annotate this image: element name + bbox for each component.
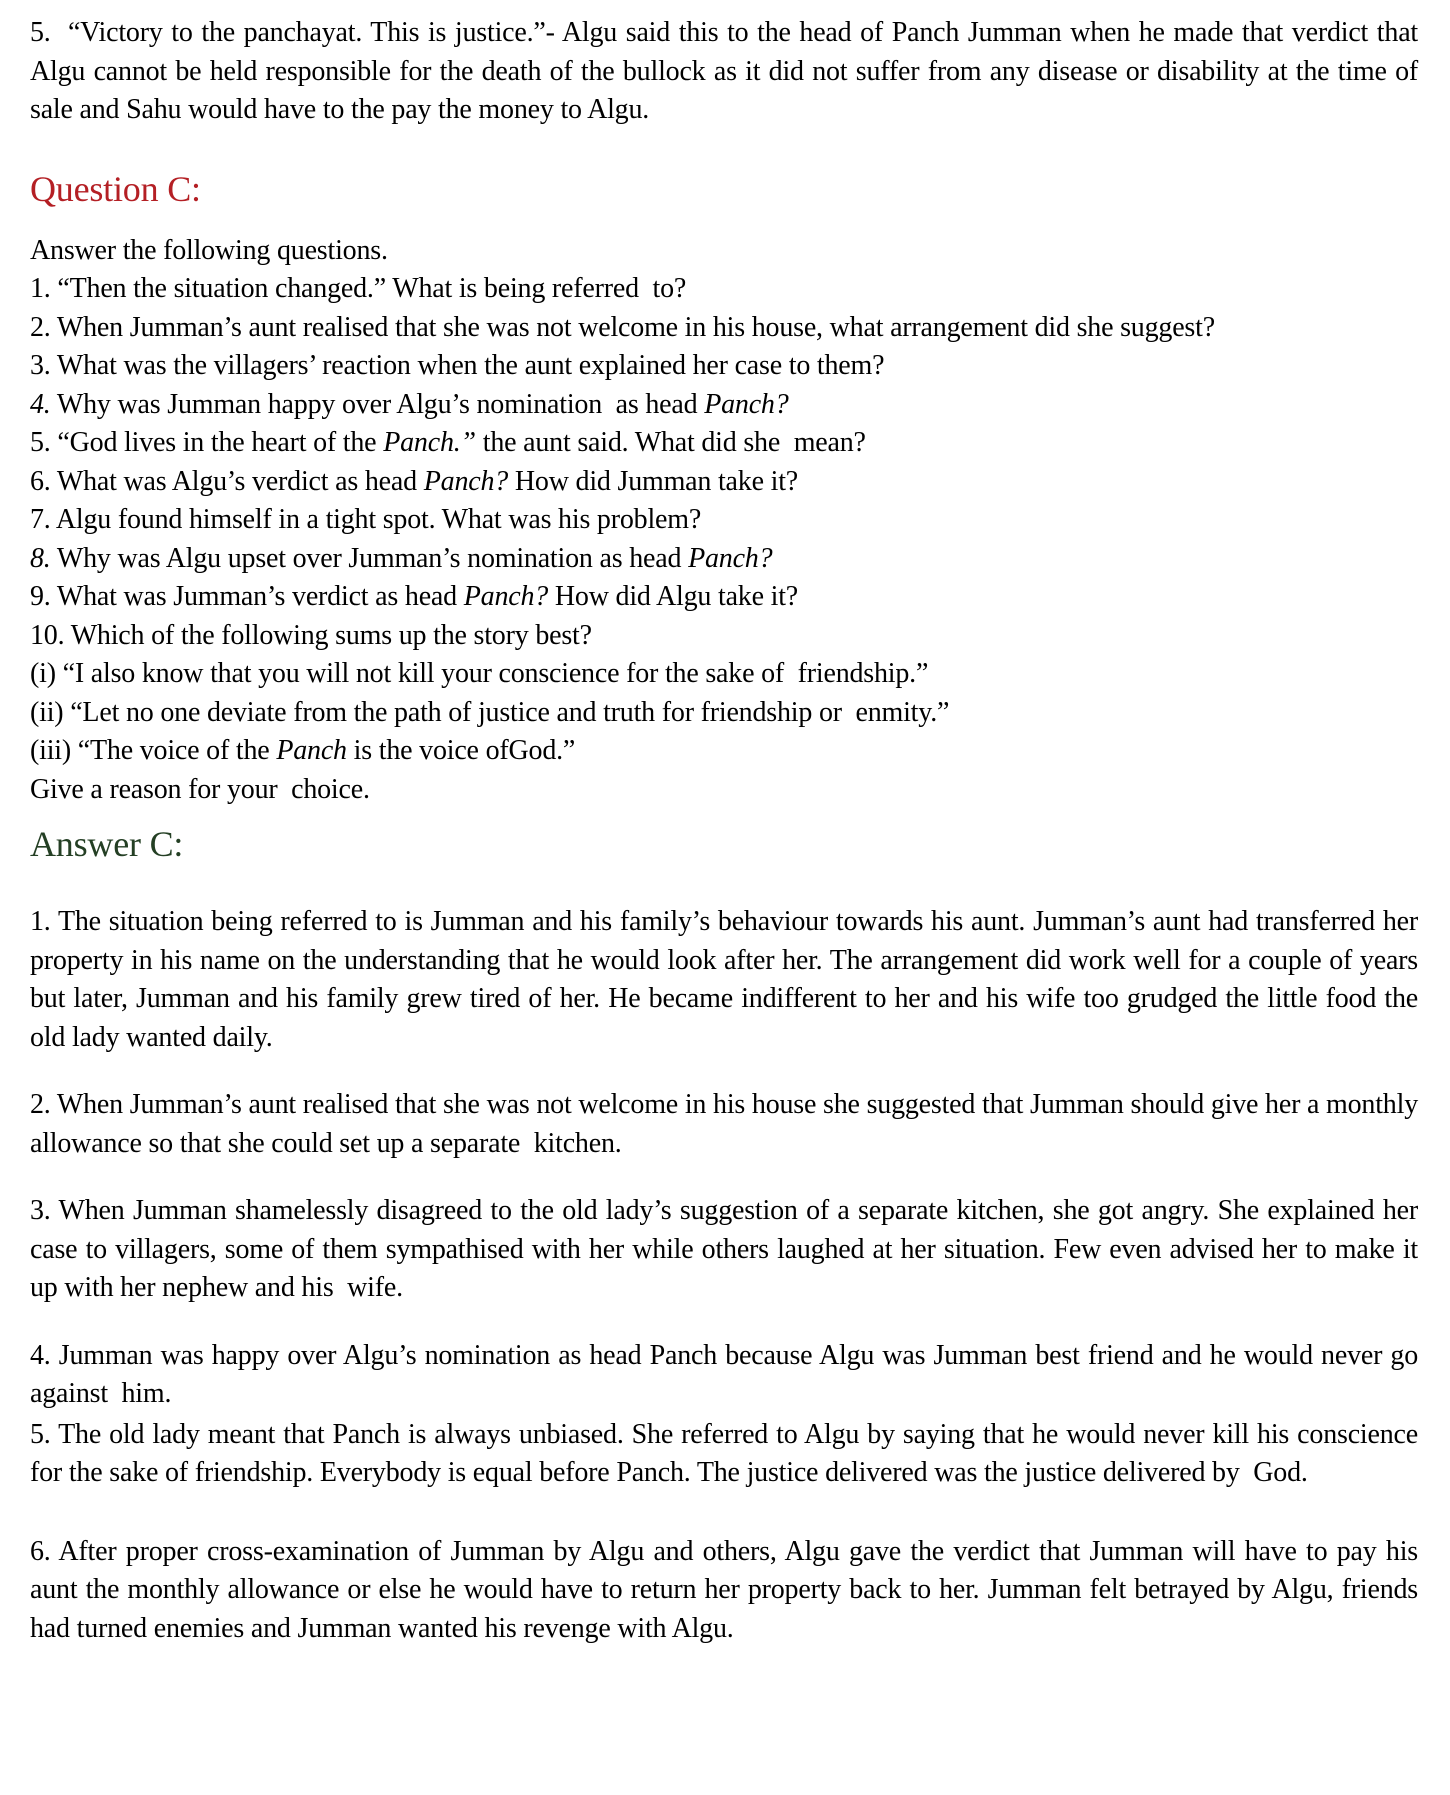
answer-paragraph	[30, 1192, 1418, 1308]
text-run: 5. The old lady meant that Panch is always unbiased. She referred to Algu by saying that he would never kill his conscience for the sake of friendship. Everybody is equal before Panch. The justice delivered was the justice delivered by God.	[30, 1418, 1418, 1488]
text-run: 9. What was Jumman’s verdict as head	[30, 581, 464, 612]
italic-text-run: Panch.”	[383, 427, 476, 458]
answer-paragraph	[30, 1337, 1418, 1414]
text-run: the aunt said. What did she mean?	[475, 427, 866, 458]
question-section-heading: Question C:	[30, 168, 201, 209]
text-run: 1. The situation being referred to is Jumman and his family’s behaviour towards his aunt. Jumman’s aunt had transferred her property in his name on the understanding that he would look after her. The arrangement did work well for a couple of years but later, Jumman and his family grew tired of her. He became indifferent to her and his wife too grudged the little food the old lady wanted daily.	[30, 906, 1418, 1053]
text-run: How did Jumman take it?	[508, 465, 799, 497]
text-run: 6. After proper cross-examination of Jumman by Algu and others, Algu gave the verdict that Jumman will have to pay his aunt the monthly allowance or else he would have to return her property back to her. Jumman felt betrayed by Algu, friends had turned enemies and Jumman wanted his revenge with Algu.	[30, 1535, 1418, 1644]
question-line	[30, 501, 1418, 540]
question-line	[30, 270, 1418, 309]
answer-paragraph	[30, 1533, 1418, 1649]
question-line	[30, 694, 1418, 733]
text-run: 7. Algu found himself in a tight spot. What was his problem?	[30, 504, 702, 535]
italic-text-run: Panch	[276, 735, 347, 766]
text-run: (i) “I also know that you will not kill your conscience for the sake of friendship.”	[30, 658, 929, 689]
text-run: Why was Jumman happy over Algu’s nomination as head	[50, 388, 705, 420]
question-line	[30, 578, 1418, 617]
question-line	[30, 771, 1418, 810]
text-run: (ii) “Let no one deviate from the path of justice and truth for friendship or enmity.”	[30, 696, 950, 728]
italic-text-run: Panch?	[688, 542, 773, 574]
text-run: 1. “Then the situation changed.” What is being referred to?	[30, 273, 687, 304]
question-line	[30, 309, 1418, 348]
question-line	[30, 732, 1418, 771]
italic-text-run: 8.	[30, 542, 51, 574]
text-run: 3. When Jumman shamelessly disagreed to the old lady’s suggestion of a separate kitchen, she got angry. She explained her case to villagers, some of them sympathised with her while others laughed at her situation. Few even advised her to make it up with her nephew and his wife.	[30, 1195, 1418, 1303]
italic-text-run: Panch?	[423, 465, 509, 497]
text-run: 5. “God lives in the heart of the	[30, 427, 384, 458]
question-line	[30, 540, 1418, 579]
italic-text-run: Panch?	[704, 388, 789, 420]
text-run: Give a reason for your choice.	[30, 773, 370, 805]
answer-paragraph	[30, 903, 1418, 1057]
answer-list	[30, 903, 1418, 1648]
text-run: Why was Algu upset over Jumman’s nomination as head	[50, 542, 689, 574]
question-line	[30, 424, 1418, 463]
italic-text-run: 4.	[30, 388, 51, 420]
answer-paragraph	[30, 1416, 1418, 1493]
text-run: 6. What was Algu’s verdict as head	[30, 465, 424, 497]
text-run: 2. When Jumman’s aunt realised that she was not welcome in his house she suggested that Jumman should give her a monthly allowance so that she could set up a separate kitchen.	[30, 1089, 1418, 1159]
text-run: (iii) “The voice of the	[30, 735, 277, 766]
text-run: 2. When Jumman’s aunt realised that she was not welcome in his house, what arrangement did she suggest?	[30, 311, 1215, 343]
text-run: How did Algu take it?	[548, 581, 799, 612]
text-run: is the voice ofGod.”	[346, 735, 576, 766]
question-line	[30, 386, 1418, 425]
text-run: 5. “Victory to the panchayat. This is justice.”- Algu said this to the head of Panch Jumman when he made that verdict that Algu cannot be held responsible for the death of the bullock as it did not suffer from any disease or disability at the time of sale and Sahu would have to the pay the money to Algu.	[30, 17, 1418, 125]
italic-text-run: Panch?	[463, 581, 549, 612]
answer-section-heading: Answer C:	[30, 824, 184, 864]
text-run: 3. What was the villagers’ reaction when the aunt explained her case to them?	[30, 350, 885, 381]
text-run: 4. Jumman was happy over Algu’s nomination as head Panch because Algu was Jumman best friend and he would never go against him.	[30, 1339, 1418, 1409]
answer-paragraph	[30, 1086, 1418, 1163]
question-line	[30, 347, 1418, 386]
question-line	[30, 617, 1418, 656]
question-line	[30, 463, 1418, 502]
intro-paragraph	[30, 14, 1418, 130]
question-section-intro: Answer the following questions.	[30, 234, 388, 266]
question-list	[30, 270, 1418, 809]
text-run: 10. Which of the following sums up the story best?	[30, 619, 592, 651]
question-line	[30, 655, 1418, 694]
